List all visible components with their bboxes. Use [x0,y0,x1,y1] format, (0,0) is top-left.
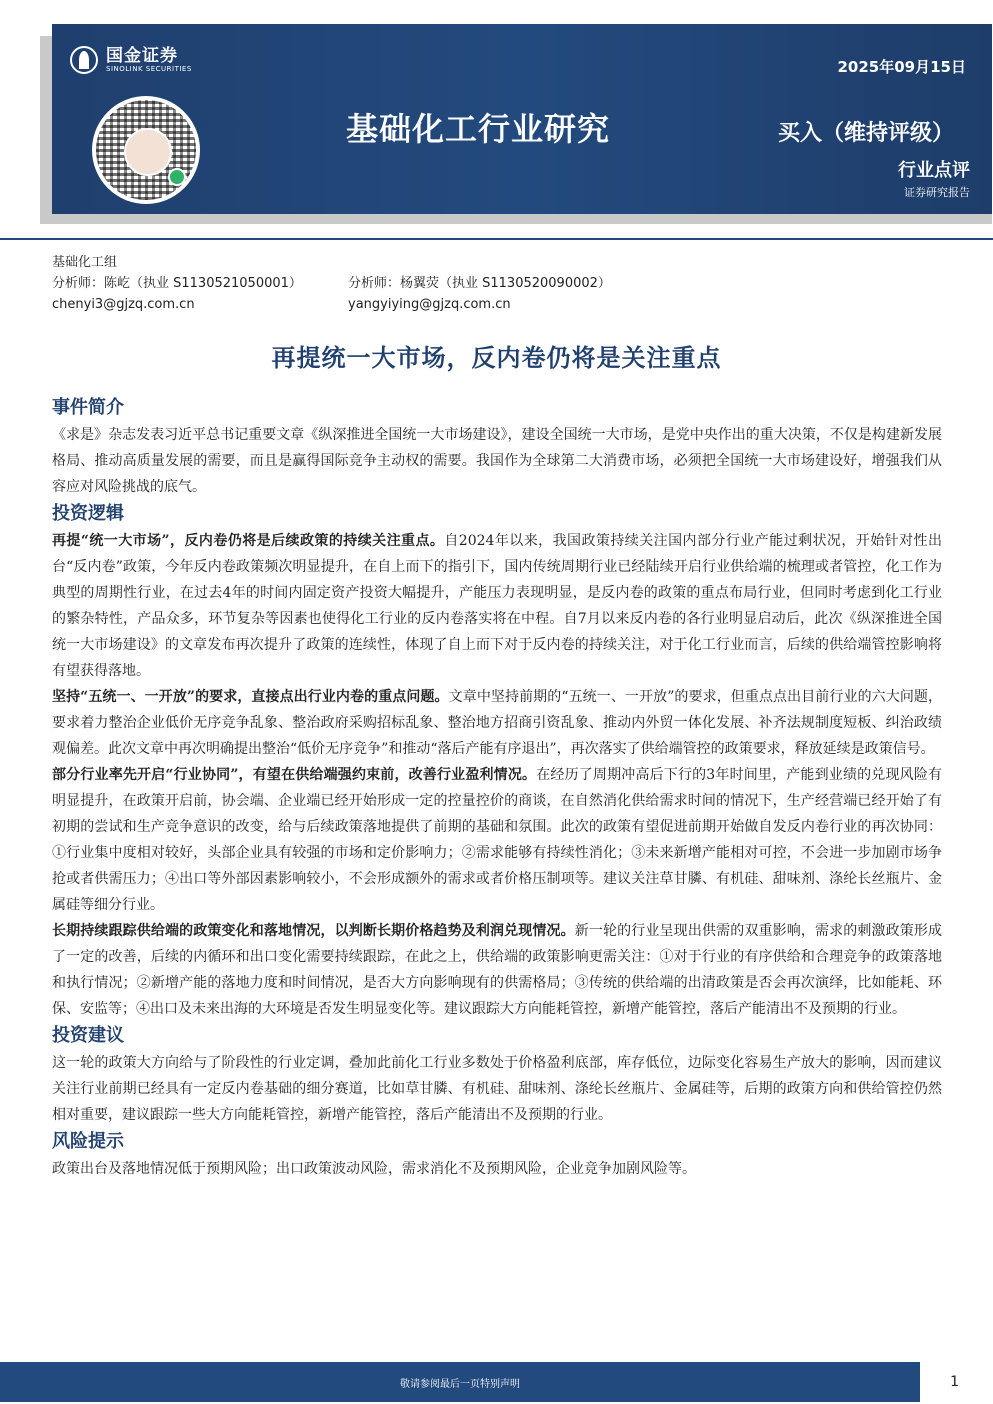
logic-text-3: 在经历了周期冲高后下行的3年时间里，产能到业绩的兑现风险有明显提升，在政策开启前，协会端、企业端已经开始形成一定的控量控价的商谈，在自然消化供给需求时间的情况下，生产经营端已经开始了有初期的尝试和生产竞争意识的改变，给与后续政策落地提供了前期的基础和氛围。此次的政策有望促进前期开始做自发反内卷行业的再次协同：①行业集中度相对较好，头部企业具有较强的市场和定价影响力；②需求能够有持续性消化；③未来新增产能相对可控，不会进一步加剧市场争抢或者供需压力；④出口等外部因素影响较小，不会形成额外的需求或者价格压制项等。建议关注草甘膦、有机硅、甜味剂、涤纶长丝瓶片、金属硅等细分行业。 [52,767,943,913]
company-logo [70,46,192,74]
analyst-1-email[interactable]: chenyi3@gjzq.com.cn [52,297,195,312]
logo-en: SINOLINK SECURITIES [106,64,192,73]
wechat-miniprogram-icon [168,168,186,186]
section-heading-advice: 投资建议 [52,1025,124,1046]
logic-paragraph-4 [52,918,942,1022]
report-category-title: 基础化工行业研究 [346,110,611,148]
report-body [52,394,942,1182]
logic-paragraph-1 [52,528,942,684]
logic-lead-3: 部分行业率先开启“行业协同”，有望在供给端强约束前，改善行业盈利情况。 [52,767,537,783]
header-divider [0,238,993,240]
section-heading-risk: 风险提示 [52,1131,124,1152]
main-title: 再提统一大市场，反内卷仍将是关注重点 [271,344,722,372]
analyst-2-email[interactable]: yangyiying@gjzq.com.cn [348,297,511,312]
report-type: 行业点评 [898,160,970,181]
logic-text-1: 自2024年以来，我国政策持续关注国内部分行业产能过剩状况，开始针对性出台“反内卷”政策，今年反内卷政策频次明显提升，在自上而下的指引下，国内传统周期行业已经陆续开启行业供给端的梳理或者管控，化工作为典型的周期性行业，在过去4年的时间内固定资产投资大幅提升，产能压力表现明显，是反内卷的政策的重点布局行业，但同时考虑到化工行业的繁杂特性，产品众多，环节复杂等因素也使得化工行业的反内卷落实将在中程。自7月以来反内卷的各行业明显启动后，此次《纵深推进全国统一大市场建设》的文章发布再次提升了政策的连续性，体现了自上而下对于反内卷的持续关注，对于化工行业而言，后续的供给端管控影响将有望获得落地。 [52,533,942,679]
logic-paragraph-2 [52,684,942,762]
section-heading-logic: 投资逻辑 [52,503,124,524]
analyst-2: 分析师：杨翼荧（执业 S1130520090002） [348,276,611,291]
logic-lead-1: 再提“统一大市场”，反内卷仍将是后续政策的持续关注重点。 [52,533,445,549]
logo-cn: 国金证券 [106,45,178,66]
risk-paragraph: 政策出台及落地情况低于预期风险；出口政策波动风险，需求消化不及预期风险，企业竞争加剧风险等。 [52,1161,696,1177]
rating: 买入（维持评级） [778,121,955,146]
logic-paragraph-3 [52,762,942,918]
qr-center-logo [124,128,172,176]
analyst-1: 分析师：陈屹（执业 S1130521050001） [52,276,302,291]
report-subtype: 证券研究报告 [904,186,970,199]
logic-lead-2: 坚持“五统一、一开放”的要求，直接点出行业内卷的重点问题。 [52,689,449,705]
advice-paragraph: 这一轮的政策大方向给与了阶段性的行业定调，叠加此前化工行业多数处于价格盈利底部，库存低位，边际变化容易生产放大的影响，因而建议关注行业前期已经具有一定反内卷基础的细分赛道，比如草甘膦、有机硅、甜味剂、涤纶长丝瓶片、金属硅等，后期的政策方向和供给管控仍然相对重要，建议跟踪一些大方向能耗管控，新增产能管控，落后产能清出不及预期的行业。 [52,1055,942,1123]
analyst-block [52,252,611,315]
logic-text-4: 新一轮的行业呈现出供需的双重影响，需求的刺激政策形成了一定的改善，后续的内循环和出口变化需要持续跟踪，在此之上，供给端的政策影响更需关注：①对于行业的有序供给和合理竞争的政策落地和执行情况；②新增产能的落地力度和时间情况，是否大方向影响现有的供需格局；③传统的供给端的出清政策是否会再次演绎，比如能耗、环保、安监等；④出口及未来出海的大环境是否发生明显变化等。建议跟踪大方向能耗管控，新增产能管控，落后产能清出不及预期的行业。 [52,923,943,1017]
event-paragraph: 《求是》杂志发表习近平总书记重要文章《纵深推进全国统一大市场建设》，建设全国统一大市场，是党中央作出的重大决策，不仅是构建新发展格局、推动高质量发展的需要，而且是赢得国际竞争主动权的需要。我国作为全球第二大消费市场，必须把全国统一大市场建设好，增强我们从容应对风险挑战的底气。 [52,427,942,495]
analyst-group: 基础化工组 [52,255,118,270]
report-date: 2025年09月15日 [837,58,966,76]
page-number: 1 [950,1374,959,1390]
header-banner [52,24,992,214]
logic-text-2: 文章中坚持前期的“五统一、一开放”的要求，但重点点出目前行业的六大问题，要求着力整治企业低价无序竞争乱象、整治政府采购招标乱象、整治地方招商引资乱象、推动内外贸一体化发展、补齐法规制度短板、纠治政绩观偏差。此次文章中再次明确提出整治“低价无序竞争”和推动“落后产能有序退出”，再次落实了供给端管控的政策要求，释放延续是政策信号。 [52,689,943,757]
footer-disclaimer-link: 敬请参阅最后一页特别声明 [400,1379,520,1390]
logic-lead-4: 长期持续跟踪供给端的政策变化和落地情况，以判断长期价格趋势及利润兑现情况。 [52,923,575,939]
section-heading-event: 事件简介 [52,397,124,418]
qr-code-icon [92,96,200,204]
logo-icon [70,46,98,74]
